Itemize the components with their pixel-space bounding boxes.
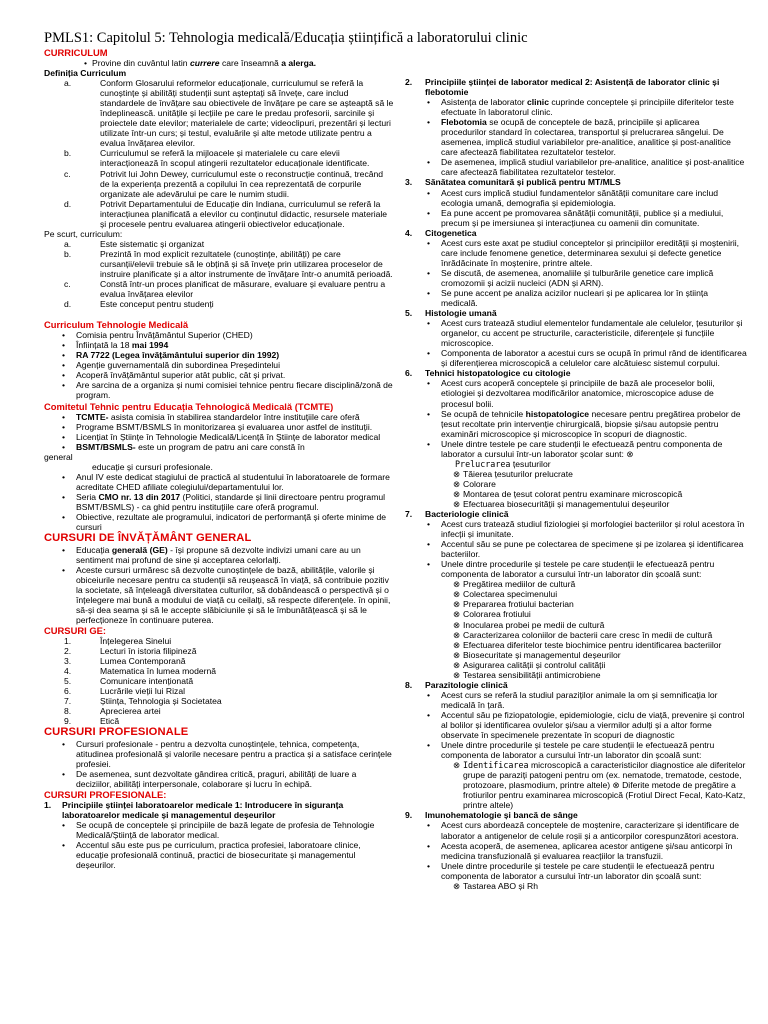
sub-bullet-icon: ⊗ <box>453 488 461 499</box>
item-text: Programe BSMT/BSMLS în monitorizarea și evaluarea unor astfel de instituții. <box>76 421 373 432</box>
list-item <box>405 589 747 599</box>
course-9-list <box>405 820 747 880</box>
sub-bullet-icon: ⊗ <box>453 639 461 650</box>
item-text: Acest curs tratează studiul fiziologiei și morfologiei bacteriilor și rolul acestora în infecții și imunitate. <box>441 519 745 540</box>
section-heading-cursuri-ge: CURSURI GE: <box>44 624 106 636</box>
item-text: Inocularea probei pe medii de cultură <box>463 619 605 630</box>
list-item <box>44 820 394 840</box>
item-text: Testarea sensibilității antimicrobiene <box>463 669 601 680</box>
bullet-icon: • <box>427 689 431 700</box>
list-item <box>44 370 394 380</box>
list-item <box>44 169 394 199</box>
page-title: PMLS1: Capitolul 5: Tehnologia medicală/Educația științifică a laboratorului clinic <box>44 30 528 46</box>
list-item <box>405 439 747 459</box>
list-item <box>44 512 394 532</box>
ctm-list <box>44 330 394 400</box>
list-item <box>405 710 747 740</box>
item-label: 4. <box>64 666 72 677</box>
bullet-icon: • <box>62 380 66 391</box>
sub-bullet-icon: ⊗ <box>453 589 461 600</box>
section-heading-prof-2: CURSURI PROFESIONALE: <box>44 789 167 801</box>
bullet-icon: • <box>427 709 431 720</box>
item-text: De asemenea, sunt dezvoltate gândirea critică, praguri, abilități de luare a deciziilor, abilități interpersonale, colaborare și lucru în echipă. <box>76 769 357 790</box>
item-text: Asistența de laborator clinic cuprinde conceptele și principiile diferitelor teste efectuate în laboratorul clinic. <box>441 97 734 118</box>
bullet-icon: • <box>427 438 431 449</box>
list-item <box>44 636 394 646</box>
item-text: Accentul său este pus pe curriculum, practica profesiei, laboratoare clinice, educație profesională continuă, practici de biosecuritate și managementul deșeurilor. <box>76 840 361 871</box>
list-item <box>44 706 394 716</box>
item-label: c. <box>64 168 71 179</box>
list-item <box>405 740 747 760</box>
list-item <box>44 769 394 789</box>
course-1-title: 1. Principiile științei laboratoarelor medicale 1: Introducere în siguranța laboratoarelor medicale și managementul deșeurilor <box>44 800 344 821</box>
bullet-icon: • <box>62 370 66 381</box>
item-label: 5. <box>64 676 72 687</box>
course-6-title: 6. Tehnici histopatologice cu citologie <box>405 368 571 379</box>
item-text: Licențiat în Științe în Tehnologie Medicală/Licență în Științe de laborator medical <box>76 431 381 442</box>
item-text: Acest curs abordează conceptele de moștenire, caracterizare și identificare de laborator a antigenelor de celule roșii și a anticorpilor corespunzători acestora. <box>441 820 740 841</box>
item-text: RA 7722 (Legea învățământului superior din 1992) <box>76 350 280 361</box>
item-text: Asigurarea calității și controlul calității <box>463 659 606 670</box>
section-heading-curriculum: CURRICULUM <box>44 47 108 58</box>
list-item <box>44 716 394 726</box>
list-item <box>405 378 747 408</box>
list-item <box>44 148 394 168</box>
bullet-icon: • <box>62 738 66 749</box>
item-text: Știința, Tehnologia și Societatea <box>100 696 222 707</box>
item-text: Se ocupă de conceptele și principiile de bază legate de profesia de Tehnologie Medicală/Știință de laborator medical. <box>76 820 375 841</box>
list-item <box>405 268 747 288</box>
list-item <box>44 279 394 299</box>
bullet-icon: • <box>62 511 66 522</box>
list-item <box>44 696 394 706</box>
sub-bullet-icon: ⊗ <box>453 669 461 680</box>
course-7-list <box>405 519 747 579</box>
list-item <box>405 630 747 640</box>
item-text: Colectarea specimenului <box>463 589 558 600</box>
bullet-icon: • <box>62 360 66 371</box>
course-8-sub: ⊗ Identificarea microscopică a caracteristicilor diagnostice ale diferitelor grupe de paraziți patogeni pentru om (ex. nematode, trematode, cestode, protozoare, plasmodium, printre altele) ⊗ Diferite metode de pregătire a frotiurilor pentru examinarea microscopică (Frotiul Direct Fecal, Kato-Katz, printre altele) <box>453 760 746 811</box>
item-label: 7. <box>64 696 72 707</box>
course-7-sublist <box>405 579 747 679</box>
item-text: Are sarcina de a organiza și numi comisiei tehnice pentru fiecare disciplină/zonă de program. <box>76 380 393 401</box>
bullet-icon: • <box>427 97 431 108</box>
course-6-list <box>405 378 747 458</box>
list-item <box>405 288 747 308</box>
list-item <box>44 646 394 656</box>
item-label: a. <box>64 238 72 249</box>
item-text: Se pune accent pe analiza acizilor nucleari și pe aplicarea lor în știința medicală. <box>441 287 709 309</box>
list-item <box>44 360 394 370</box>
list-item <box>44 686 394 696</box>
bullet-icon: • <box>427 820 431 831</box>
item-text: Agenție guvernamentală din subordinea Președintelui <box>76 360 281 371</box>
course-6-sublist <box>405 469 747 509</box>
item-label: 6. <box>64 686 72 697</box>
bullet-icon: • <box>427 318 431 329</box>
item-text: Cursuri profesionale - pentru a dezvolta cunoștințele, tehnica, competența, atitudinea profesională și valorile necesare pentru a practica și a satisface cerințele profesiei. <box>76 738 392 769</box>
sub-bullet-icon: ⊗ <box>453 760 461 771</box>
course-8-list <box>405 690 747 760</box>
bullet-icon: • <box>427 840 431 851</box>
list-item <box>44 422 394 432</box>
item-label: c. <box>64 279 71 290</box>
item-text: De asemenea, implică studiul variabilelor pre-analitice, analitice și post-analitice care afectează fiabilitatea rezultatelor testelor. <box>441 157 745 178</box>
list-item <box>405 539 747 559</box>
curriculum-bullet: • Provine din cuvântul latin currere care înseamnă a alerga. <box>84 58 317 68</box>
item-text: Obiective, rezultate ale programului, indicatori de performanță și oferte minime de cursuri <box>76 511 387 533</box>
sub-bullet-icon: ⊗ <box>453 478 461 489</box>
item-text: Pregătirea mediilor de cultură <box>463 579 576 590</box>
item-text: Înțelegerea Sinelui <box>100 635 172 646</box>
bullet-icon: • <box>427 207 431 218</box>
list-item <box>405 559 747 579</box>
item-text: Este sistematic și organizat <box>100 238 205 249</box>
bullet-icon: • <box>62 840 66 851</box>
bullet-icon: • <box>427 378 431 389</box>
bullet-icon: • <box>84 58 88 68</box>
item-text: Colorare <box>463 478 496 489</box>
list-item <box>44 840 394 870</box>
summary-label: Pe scurt, curriculum: <box>44 228 123 239</box>
course-3-title: 3. Sănătatea comunitară și publică pentru MT/MLS <box>405 177 621 188</box>
bullet-icon: • <box>62 411 66 422</box>
course-5-list <box>405 318 747 368</box>
list-item <box>405 670 747 680</box>
bullet-icon: • <box>62 491 66 502</box>
bullet-icon: • <box>62 820 66 831</box>
bullet-icon: • <box>427 237 431 248</box>
list-item <box>405 409 747 439</box>
item-text: Lecturi în istoria filipineză <box>100 645 197 656</box>
list-item <box>405 820 747 840</box>
list-item <box>405 348 747 368</box>
item-text: Colorarea frotiului <box>463 609 531 620</box>
item-text: Educația generală (GE) - își propune să dezvolte indivizi umani care au un sentiment mai profund de sine și acceptarea celorlalți. <box>76 544 361 565</box>
summary-list <box>44 239 394 309</box>
item-text: Constă într-un proces planificat de măsurare, evaluare și evaluare pentru a evalua învățarea elevilor <box>100 279 386 300</box>
item-text: Accentul său se pune pe colectarea de specimene și pe izolarea și identificarea bacteriilor. <box>441 539 744 560</box>
list-item <box>405 650 747 660</box>
item-text: Unele dintre procedurile și testele pe care studenții le efectuează pentru componenta de laborator a cursului într-un laborator din școală sunt: <box>441 740 715 761</box>
list-item <box>405 640 747 650</box>
bullet-icon: • <box>62 340 66 351</box>
bullet-icon: • <box>62 431 66 442</box>
ge-list <box>44 545 394 625</box>
item-label: 3. <box>64 656 72 667</box>
bullet-icon: • <box>427 157 431 168</box>
list-item <box>44 239 394 249</box>
section-heading-prof: CURSURI PROFESIONALE <box>44 726 189 739</box>
sub-bullet-icon: ⊗ <box>453 599 461 610</box>
list-item <box>44 739 394 769</box>
item-label: 8. <box>64 706 72 717</box>
item-text: Curriculumul se referă la mijloacele și materialele cu care elevii interacționează în scopul atingerii rezultatelor educaționale identificate. <box>100 148 370 169</box>
list-item <box>44 666 394 676</box>
course-6-sub-first: Prelucrarea țesuturilor <box>455 458 551 469</box>
list-item <box>405 469 747 479</box>
bullet-icon: • <box>427 287 431 298</box>
item-text: Acest curs se referă la studiul paraziților animale la om și semnificația lor medicală în țară. <box>441 689 718 710</box>
item-text: Ea pune accent pe promovarea sănătății comunității, publice și a mediului, precum și pe imersiunea și interacțiunea cu oamenii din comunitate. <box>441 207 724 228</box>
bullet-icon: • <box>62 330 66 341</box>
list-item <box>405 579 747 589</box>
item-text: Flebotomia se ocupă de conceptele de bază, principiile și aplicarea procedurilor standard în colectarea, transportul și prelucrarea sângelui. De asemenea, implică studiul variabilelor pre-analitice, analitice și post-analitice care afectează fiabilitatea rezultatelor testelor. <box>441 117 731 158</box>
right-column <box>405 47 747 891</box>
sub-bullet-icon: ⊗ <box>453 579 461 590</box>
section-heading-ge: CURSURI DE ÎNVĂȚĂMÂNT GENERAL <box>44 532 252 545</box>
list-item <box>44 565 394 625</box>
tcmte-list-2 <box>44 472 394 532</box>
item-text: Acest curs implică studiul fundamentelor sănătății comunitare care includ ecologia umană, demografia și epidemiologia. <box>441 187 719 208</box>
course-9-title: 9. Imunohematologie și bancă de sânge <box>405 810 578 821</box>
course-9-sublist <box>405 881 747 891</box>
item-text: Conform Glosarului reformelor educaționale, curriculumul se referă la cunoștințe și abilități studenții sunt așteptați să învețe, care includ standardele de învățare sau obiectivele de învățare pe care se așteaptă să le îndeplinească. unitățile și lecțiile pe care le predau profesorii, sarcinile și proiectele date elevilor; materialele de carte; videoclipuri, prezentări și lecturi utilizate într-un curs; și testul, evaluările și alte metode utilizate pentru a evalua învățarea elevilor. <box>100 78 394 149</box>
item-text: Aceste cursuri urmăresc să dezvolte cunoștințele de bază, abilitățile, valorile și obiceiurile necesare pentru ca studenții să reușească în viață, să contribuie pozitiv la societate, să înțeleagă diversitatea culturilor, să dobândească o perspectivă și o înțelegere mai bună a modului de viață cu ceilalți, să respecte diferențele. în opinii, să-și dea seama și să le accepte slăbiciunile și să le îmbunătățească și să le perfecționeze în continuare puterea. <box>76 564 391 625</box>
section-heading-tcmte: Comitetul Tehnic pentru Educația Tehnologică Medicală (TCMTE) <box>44 400 334 412</box>
general-continuation: educație și cursuri profesionale. <box>92 461 213 472</box>
item-label: d. <box>64 299 72 310</box>
list-item <box>44 350 394 360</box>
item-text: Accentul său pe fiziopatologie, epidemiologie, ciclu de viață, prevenire și control al bolilor și identificarea ovulelor și/sau a viermilor adulți și a altor forme observate în specimenele prezentate în scopuri de diagnostic <box>441 709 745 741</box>
list-item <box>44 340 394 350</box>
bullet-icon: • <box>427 519 431 530</box>
bullet-icon: • <box>427 408 431 419</box>
item-text: Anul IV este dedicat stagiului de practică al studentului în laboratoarele de formare acreditate CHED afiliate colegiului/departamentului lor. <box>76 471 390 492</box>
course-4-title: 4. Citogenetica <box>405 227 477 238</box>
list-item: • BSMT/BSMLS- este un program de patru ani care constă în <box>44 442 394 452</box>
list-item <box>405 690 747 710</box>
sub-bullet-icon: ⊗ <box>453 619 461 630</box>
list-item <box>44 299 394 309</box>
definition-label: Definiția Curriculum <box>44 68 127 79</box>
bullet-icon: • <box>427 348 431 359</box>
cursuri-ge-list <box>44 636 394 726</box>
item-text: Acest curs tratează studiul elementelor fundamentale ale celulelor, țesuturilor și organelor, cu accent pe structurile, caracteristicile, diferențele și funcțiile microscopice. <box>441 318 743 349</box>
list-item <box>405 479 747 489</box>
bullet-icon: • <box>427 860 431 871</box>
item-text: Efectuarea biosecurității și managementului deșeurilor <box>463 498 670 509</box>
tcmte-list <box>44 412 394 442</box>
item-text: Unele dintre testele pe care studenții le efectuează pentru componenta de laborator a cursului într-un laborator școlar sunt: ⊗ <box>441 438 723 459</box>
item-text: Seria CMO nr. 13 din 2017 (Politici, standarde și linii directoare pentru programul BSMT/BSMLS) - ca ghid pentru instituțiile care oferă programul. <box>76 491 386 512</box>
sub-bullet-icon: ⊗ <box>453 498 461 509</box>
bullet-icon: • <box>62 350 66 361</box>
item-text: Tăierea țesuturilor prelucrate <box>463 468 573 479</box>
bullet-icon: • <box>427 117 431 128</box>
list-item <box>405 318 747 348</box>
item-text: Prezintă în mod explicit rezultatele (cunoștințe, abilități) pe care cursanții/elevii trebuie să le obțină și să învețe prin utilizarea proceselor de instruire planificate și a altor instrumente de învățare într-o anumită perioadă. <box>100 248 393 279</box>
list-item <box>405 609 747 619</box>
bullet-icon: • <box>427 187 431 198</box>
course-8-title: 8. Parazitologie clinică <box>405 679 508 690</box>
sub-bullet-icon: ⊗ <box>453 880 461 891</box>
bullet-icon: • <box>62 544 66 555</box>
list-item <box>405 599 747 609</box>
course-5-title: 5. Histologie umană <box>405 308 497 319</box>
list-item <box>405 238 747 268</box>
bullet-icon: • <box>427 539 431 550</box>
item-text: Caracterizarea coloniilor de bacterii care cresc în medii de cultură <box>463 629 713 640</box>
list-item <box>405 188 747 208</box>
item-label: 2. <box>64 645 72 656</box>
list-item <box>44 656 394 666</box>
general-word: general <box>44 451 73 462</box>
item-text: Matematica în lumea modernă <box>100 666 217 677</box>
list-item <box>405 157 747 177</box>
item-label: b. <box>64 148 72 159</box>
list-item <box>44 545 394 565</box>
list-item <box>44 380 394 400</box>
bullet-icon: • <box>427 559 431 570</box>
bullet-icon: • <box>62 564 66 575</box>
sub-bullet-icon: ⊗ <box>453 659 461 670</box>
item-text: Tastarea ABO și Rh <box>463 880 538 891</box>
list-item <box>405 499 747 509</box>
item-text: Lucrările vieții lui Rizal <box>100 686 186 697</box>
item-text: Comisia pentru Învățământul Superior (CHED) <box>76 330 253 341</box>
item-text: Acesta acoperă, de asemenea, aplicarea acestor antigene și/sau anticorpi în medicina transfuzională și evaluarea reacțiilor la transfuzii. <box>441 840 733 861</box>
list-item <box>44 78 394 148</box>
sub-bullet-icon: ⊗ <box>453 649 461 660</box>
course-2-list <box>405 97 747 177</box>
course-7-title: 7. Bacteriologie clinică <box>405 509 509 520</box>
course-3-list <box>405 188 747 228</box>
item-label: b. <box>64 248 72 259</box>
item-text: Biosecuritate și managementul deșeurilor <box>463 649 621 660</box>
list-item <box>44 330 394 340</box>
bullet-icon: • <box>62 769 66 779</box>
list-item <box>405 97 747 117</box>
list-item <box>405 519 747 539</box>
list-item <box>405 117 747 157</box>
list-item <box>405 841 747 861</box>
definition-list <box>44 78 394 229</box>
list-item <box>44 492 394 512</box>
list-item <box>405 208 747 228</box>
item-text: Acest curs acoperă conceptele și principiile de bază ale proceselor bolii, etiologiei și dezvoltarea modificărilor anatomice, microscopice aduse de procesul bolii. <box>441 378 715 409</box>
list-item <box>405 861 747 881</box>
item-label: d. <box>64 198 72 209</box>
bullet-icon: • <box>62 471 66 482</box>
item-text: Acest curs este axat pe studiul conceptelor și principiilor eredității și moștenirii, care include fenomene genetice, determinarea sexului și defecte genetice înrădăcinate în moștenire, printre altele. <box>441 237 740 268</box>
bullet-icon: • <box>62 441 66 452</box>
item-text: TCMTE- asista comisia în stabilirea standardelor între instituțiile care oferă <box>76 411 360 422</box>
course-4-list <box>405 238 747 308</box>
item-text: Etică <box>100 716 120 727</box>
list-item <box>405 489 747 499</box>
list-item <box>44 412 394 422</box>
item-text: Se discută, de asemenea, anomaliile și tulburările genetice care implică cromozomii și acizii nucleici (ADN și ARN). <box>441 267 714 288</box>
item-text: Înființată la 18 mai 1994 <box>76 340 169 351</box>
section-heading-ctm: Curriculum Tehnologie Medicală <box>44 319 189 331</box>
item-text: Montarea de țesut colorat pentru examinare microscopică <box>463 488 683 499</box>
list-item <box>44 676 394 686</box>
item-text: Acoperă învățământul superior atât public, cât și privat. <box>76 370 286 381</box>
item-label: 1. <box>64 635 72 646</box>
sub-bullet-icon: ⊗ <box>453 468 461 479</box>
sub-bullet-icon: ⊗ <box>453 629 461 640</box>
item-text: Potrivit lui John Dewey, curriculumul este o reconstrucție continuă, trecând de la experiența prezentă a copilului în cea reprezentată de corpurile organizate ale adevărului pe care le numim studii. <box>100 168 384 199</box>
item-label: a. <box>64 78 72 89</box>
list-item <box>405 660 747 670</box>
course-1-list <box>44 820 394 870</box>
item-text: Unele dintre procedurile și testele pe care studenții le efectuează pentru componenta de laborator a cursului într-un laborator din școală sunt: <box>441 860 715 881</box>
list-item <box>405 881 747 891</box>
prof-list <box>44 739 394 789</box>
left-column <box>44 47 394 870</box>
item-text: Componenta de laborator a acestui curs se ocupă în primul rând de identificarea și diferențierea microscopică a celulelor care alcătuiesc sistemul corpului. <box>441 348 747 369</box>
list-item <box>44 472 394 492</box>
item-text: Este conceput pentru studenți <box>100 299 214 310</box>
list-item <box>44 199 394 229</box>
bullet-icon: • <box>427 267 431 278</box>
bullet-icon: • <box>62 421 66 432</box>
item-text: Efectuarea diferitelor teste biochimice pentru identificarea bacteriilor <box>463 639 722 650</box>
list-item <box>44 249 394 279</box>
item-text: Lumea Contemporană <box>100 656 186 667</box>
bullet-icon: • <box>427 740 431 751</box>
list-item <box>44 432 394 442</box>
item-text: Se ocupă de tehnicile histopatologice necesare pentru pregătirea probelor de țesut recoltate prin intervenție chirurgicală, biopsie și/sau autopsie pentru examinări microscopice și microscopice în scopuri de diagnostic. <box>441 408 741 439</box>
list-item <box>405 620 747 630</box>
item-label: 9. <box>64 716 72 727</box>
item-text: Aprecierea artei <box>100 706 161 717</box>
item-text: Prepararea frotiului bacterian <box>463 599 574 610</box>
sub-bullet-icon: ⊗ <box>453 609 461 620</box>
item-text: Unele dintre procedurile și testele pe care studenții le efectuează pentru componenta de laborator a cursului într-un laborator din școală sunt: <box>441 559 715 580</box>
item-text: Comunicare intenționată <box>100 676 194 687</box>
course-2-title: 2. Principiile științei de laborator medical 2: Asistență de laborator clinic și flebotomie <box>405 77 720 98</box>
item-text: Potrivit Departamentului de Educație din Indiana, curriculumul se referă la interacțiunea planificată a elevilor cu conținutul didactic, resursele materiale și procesele pentru evaluarea atingerii obiectivelor educaționale. <box>100 198 388 229</box>
